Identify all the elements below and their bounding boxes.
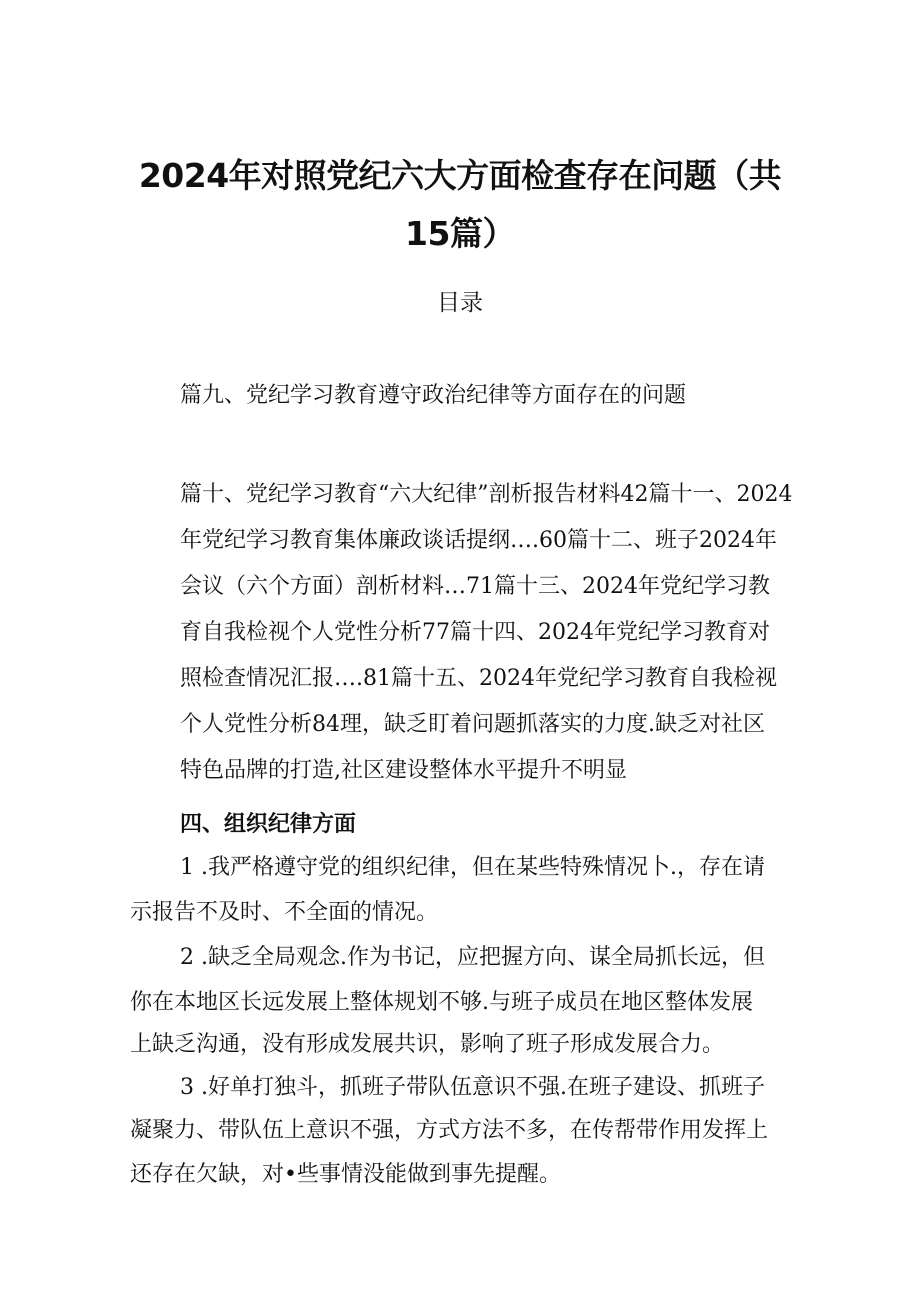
- paragraph-line: 示报告不及时、不全面的情况。: [130, 900, 439, 925]
- paragraph-line: 1 .我严格遵守党的组织纪律，但在某些特殊情况卜.，存在请: [180, 855, 765, 880]
- paragraph-line: 还存在欠缺，对•些事情没能做到事先提醒。: [130, 1162, 561, 1187]
- toc-block-line: 年党纪学习教育集体廉政谈话提纲….60篇十二、班子2024年: [180, 528, 777, 553]
- toc-block-line: 照检查情况汇报….81篇十五、2024年党纪学习教育自我检视: [180, 666, 777, 691]
- paragraph-line: 2 .缺乏全局观念.作为书记，应把握方向、谋全局抓长远，但: [180, 945, 765, 970]
- toc-item-9: 篇九、党纪学习教育遵守政治纪律等方面存在的问题: [180, 383, 687, 408]
- paragraph-line: 你在本地区长远发展上整体规划不够.与班子成员在地区整体发展: [130, 990, 753, 1015]
- toc-block-line: 育自我检视个人党性分析77篇十四、2024年党纪学习教育对: [180, 620, 770, 645]
- document-title-line-1: 2024年对照党纪六大方面检查存在问题（共: [138, 156, 782, 195]
- paragraph-line: 上缺乏沟通，没有形成发展共识，影响了班子形成发展合力。: [130, 1032, 725, 1057]
- toc-block-line: 会议（六个方面）剖析材料…71篇十三、2024年党纪学习教: [180, 574, 770, 599]
- toc-block-line: 个人党性分析84理，缺乏盯着问题抓落实的力度.缺乏对社区: [180, 712, 765, 737]
- toc-block-line: 特色品牌的打造,社区建设整体水平提升不明显: [180, 758, 627, 783]
- section-heading: 四、组织纪律方面: [180, 812, 357, 837]
- toc-block-line: 篇十、党纪学习教育“六大纪律”剖析报告材料42篇十一、2024: [180, 482, 793, 507]
- document-title-line-2: 15篇）: [405, 214, 515, 253]
- paragraph-line: 3 .好单打独斗，抓班子带队伍意识不强.在班子建设、抓班子: [180, 1075, 765, 1100]
- paragraph-line: 凝聚力、带队伍上意识不强，方式方法不多，在传帮带作用发挥上: [130, 1118, 769, 1143]
- toc-heading: 目录: [437, 290, 483, 316]
